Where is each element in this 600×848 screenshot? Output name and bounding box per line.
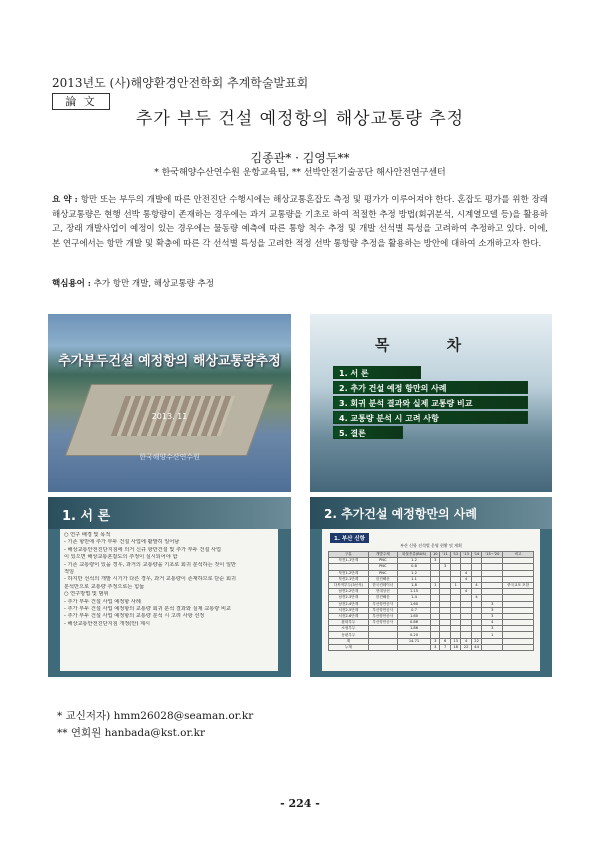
paper-title: 추가 부두 건설 예정항의 해상교통량 추정 (135, 109, 465, 129)
table-cell: 0.7 (397, 607, 430, 613)
table-cell: 1.86 (397, 626, 430, 632)
table-cell: 1 (482, 632, 503, 638)
slide-cover-org: 한국해양수산연수원 (139, 453, 200, 461)
table-cell: 13 (450, 638, 460, 644)
slide-cover-date: 2013. 11 (151, 412, 188, 421)
intro-line: ○ 연구 배경 및 목적 (64, 532, 111, 538)
table-cell: 부산항만공사 (368, 620, 397, 626)
conference-header: 2013년도 (사)해양환경안전학회 추계학술발표회 (52, 76, 309, 90)
table-cell: 0.20 (397, 632, 430, 638)
table-cell: 4 (461, 638, 471, 644)
table-cell: 계 (329, 638, 369, 644)
table-cell: 한진해운 (368, 576, 397, 582)
table-cell: 1.60 (397, 601, 430, 607)
intro-line: - 하지만 선석의 개발 시기가 다른 경우, 과거 교통량이 존재하므로 단순 회귀 (64, 576, 236, 583)
abstract-label: 요 약 : (52, 195, 78, 205)
table-header-cell: '15~'20 (482, 552, 503, 558)
table-cell: 부산항만공사 (368, 601, 397, 607)
table-cell: 중국교포 포함 (503, 582, 534, 588)
table-cell (503, 644, 534, 650)
table-header-cell: '11 (440, 552, 450, 558)
table-cell: 동편부두 (329, 632, 369, 638)
slide-cases (310, 497, 552, 677)
table-cell: 북컨1-2단계 (329, 570, 369, 576)
table-cell: 한국컨테이너 (368, 582, 397, 588)
table-cell: 3 (482, 607, 503, 613)
authors: 김종관* · 김영두** (250, 151, 350, 165)
table-cell: 북컨2-1단계 (329, 576, 369, 582)
slide-intro (48, 497, 291, 677)
table-row (329, 644, 534, 650)
table-cell: 서컨2-5단계 (329, 607, 369, 613)
abstract (52, 193, 548, 251)
table-cell: 3 (431, 638, 440, 644)
table-cell (482, 644, 503, 650)
intro-line: - 추가 부두 건설 사업 예정항의 교통량 회귀 분석 결과와 실제 교통량 비교 (64, 606, 231, 613)
table-header-cell: '14 (471, 552, 481, 558)
intro-line: 적임 (64, 569, 75, 576)
footnote-member: ** 연회원 hanbada@kst.or.kr (57, 727, 206, 739)
table-cell: 22 (471, 638, 481, 644)
table-cell: 한진해운 (368, 595, 397, 601)
toc-item: 5. 결론 (333, 426, 403, 439)
table-cell: 1.15 (397, 589, 430, 595)
slide-toc (310, 314, 552, 492)
slide-intro-heading: 1. 서 론 (62, 509, 111, 524)
table-cell: 7 (440, 644, 450, 650)
slide-cases-table-caption: 부산 신항 선석별 운영 현황 및 계획 (400, 543, 462, 548)
table-cell: 잡화부두 (329, 620, 369, 626)
table-cell: 누계 (329, 644, 369, 650)
table-cell: 부산항만공사 (368, 607, 397, 613)
table-cell: 4 (482, 620, 503, 626)
table-cell: PNC (368, 564, 397, 570)
table-cell: 1.60 (397, 613, 430, 619)
table-cell: 4 (461, 589, 471, 595)
table-cell: 남컨2-3단계 (329, 595, 369, 601)
toc-item: 2. 추가 건설 예정 항만의 사례 (333, 381, 528, 394)
abstract-text: 항만 또는 부두의 개발에 따른 안전진단 수행시에는 해상교통혼잡도 측정 및 평가가 이루어져야 한다. 혼잡도 평가를 위한 장래 해상교통량은 현행 선박 통항량이 존재하는 경우에는 과거 교통량을 기초로 하여 적절한 추정 방법(회귀분석, 시계열모델 등)을 활용하고, 장래 개발사업이 예정이 있는 경우에는 물동량 예측에 따른 통항 척수 추정 및 개발 선석별 특성을 고려하여 추정하고 있다. 이에, 본 연구에서는 항만 개발 및 확충에 따른 각 선석별 특성을 고려한 적정 선박 통항량 추정을 활용하는 방안에 대하여 소개하고자 한다. (52, 195, 549, 249)
table-cell: 22 (461, 644, 471, 650)
table-cell: 1.8 (397, 582, 430, 588)
slide-cases-sublabel: 1. 부산 신항 (330, 533, 369, 543)
table-cell: PNC (368, 570, 397, 576)
table-cell: 1 (450, 582, 460, 588)
table-cell: 남컨2-4단계 (329, 601, 369, 607)
table-cell: 남컨2-2단계 (329, 589, 369, 595)
table-cell: 1 (431, 582, 440, 588)
table-cell: 북컨1-1단계 (329, 558, 369, 564)
keywords-text: 추가 항만 개발, 해상교통량 추정 (93, 279, 214, 289)
table-cell: 1.1 (397, 576, 430, 582)
table-header-cell: 화물종류(BUS) (397, 552, 430, 558)
table-header-cell: 개발주체 (368, 552, 397, 558)
table-header-cell: '13 (461, 552, 471, 558)
table-cell: 1.2 (397, 570, 430, 576)
table-cell: 3 (482, 626, 503, 632)
table-cell: 3 (482, 601, 503, 607)
intro-line: - 추가 부두 건설 사업 예정항의 교통량 분석 시 고려 사항 선정 (64, 613, 205, 620)
intro-line: - 해상교통안전진단지침 개정(안) 제시 (64, 620, 151, 627)
table-cell: 0.8 (397, 564, 430, 570)
slide-cover (48, 314, 291, 492)
intro-line: - 기존 항만에 추가 부두 건설 사업에 활발히 일어남 (64, 539, 180, 546)
intro-line: - 해상교통안전진단지침에 의거 신규 항만건설 및 추가 부두 건설 사업 (64, 546, 222, 553)
table-cell: 6 (440, 638, 450, 644)
slide-cases-heading: 2. 추가건설 예정항만의 사례 (324, 507, 477, 521)
slide-intro-body (60, 529, 278, 671)
footnote-corresponding-author: * 교신저자) hmm26028@seaman.or.kr (57, 710, 254, 722)
table-header-cell: 비고 (503, 552, 534, 558)
table-body (329, 558, 534, 651)
table-cell: 4 (471, 582, 481, 588)
table-cell: 4 (461, 570, 471, 576)
table-cell: 3 (431, 558, 440, 564)
table-cell: 부산항만공사 (368, 613, 397, 619)
intro-line: 분석만으로 교통량 추정으로는 힘듦 (64, 583, 145, 590)
berth-table (328, 551, 534, 651)
table-header-cell: '12 (450, 552, 460, 558)
keywords-label: 핵심용어 : (52, 279, 91, 289)
table-cell: 0.86 (397, 620, 430, 626)
slide-cover-title: 추가부두건설 예정항의 해상교통량추정 (58, 354, 281, 369)
keywords (52, 277, 214, 289)
slide-toc-heading: 목 차 (374, 336, 488, 354)
table-cell: 1.2 (397, 558, 430, 564)
table-cell: 소형부두 (329, 626, 369, 632)
toc-item: 4. 교통량 분석 시 고려 사항 (333, 411, 528, 424)
toc-item: 1. 서 론 (333, 366, 421, 379)
slide-cases-body (322, 529, 540, 671)
affiliation: * 한국해양수산연수원 운항교육팀, ** 선박안전기술공단 해사안전연구센터 (154, 168, 446, 178)
toc-item: 3. 회귀 분석 결과와 실제 교통량 비교 (333, 396, 528, 409)
table-cell (368, 644, 397, 650)
intro-line: - 기존 교통량이 있을 경우, 과거의 교통량을 기초로 회귀 분석하는 것이 일반 (64, 561, 236, 568)
table-cell: 1.4 (397, 595, 430, 601)
intro-line: - 추가 부두 건설 사업 예정항 사례 (64, 598, 141, 605)
table-cell: 3 (440, 564, 450, 570)
intro-line: 이 있으면 해상교통혼잡도의 추정이 실시되어야 함 (64, 554, 178, 561)
table-cell: 44 (471, 644, 481, 650)
table-header-cell: 10 (431, 552, 440, 558)
table-cell: 현대상선 (368, 589, 397, 595)
table-cell: 14.71 (397, 638, 430, 644)
table-cell: PNC (368, 558, 397, 564)
table-cell: 서컨2-6단계 (329, 613, 369, 619)
table-cell: 3 (431, 644, 440, 650)
intro-line: ○ 연구방법 및 범위 (64, 591, 109, 598)
table-cell: 4 (471, 595, 481, 601)
table-cell: 4 (461, 576, 471, 582)
table-cell: 3 (482, 613, 503, 619)
paper-type-tag: 論 文 (52, 93, 110, 110)
table-header-cell: 구분 (329, 552, 369, 558)
table-cell: 다목적부두(3선석) (329, 582, 369, 588)
table-cell (397, 644, 430, 650)
page-number: - 224 - (280, 797, 320, 810)
table-cell: 18 (450, 644, 460, 650)
